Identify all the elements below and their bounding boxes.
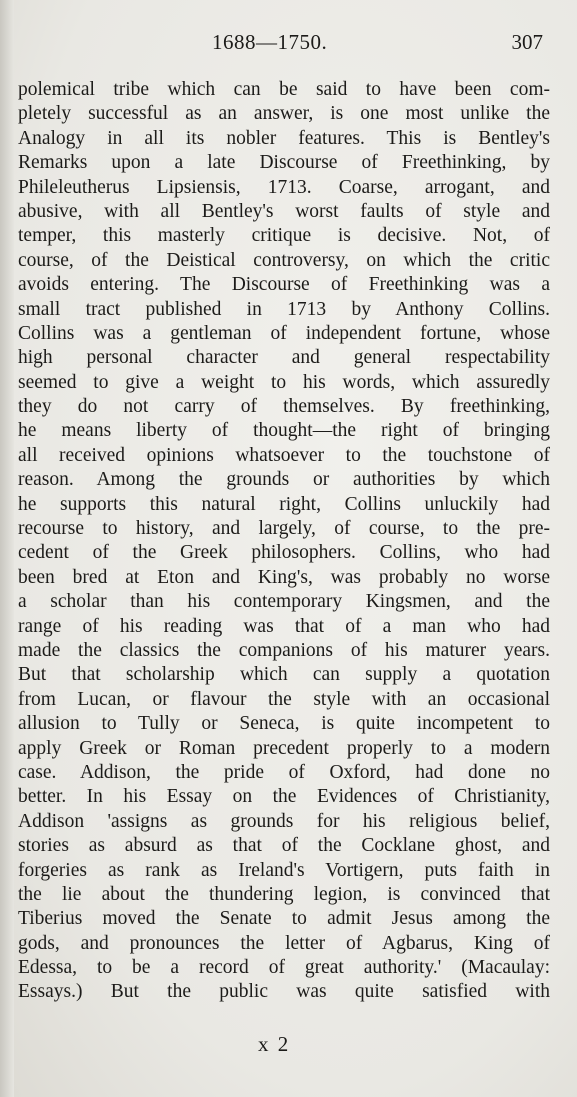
text-line: he means liberty of thought—the right of bringing [18, 420, 550, 442]
header-years: 1688—1750. [212, 30, 328, 54]
text-line: forgeries as rank as Ireland's Vortigern, puts faith in [18, 859, 550, 881]
text-line: course, of the Deistical controversy, on which the critic [18, 249, 550, 271]
text-line: better. In his Essay on the Evidences of Christianity, [18, 786, 550, 808]
text-line: Remarks upon a late Discourse of Freethinking, by [18, 152, 550, 174]
text-line: Essays.) But the public was quite satisfied with [18, 981, 550, 1003]
text-line: pletely successful as an answer, is one most unlike the [18, 103, 550, 125]
text-line: been bred at Eton and King's, was probably no worse [18, 566, 550, 588]
text-line: all received opinions whatsoever to the touchstone of [18, 444, 550, 466]
text-line: Edessa, to be a record of great authority.' (Macaulay: [18, 957, 550, 979]
text-line: polemical tribe which can be said to have been com- [18, 79, 550, 100]
text-line: they do not carry of themselves. By freethinking, [18, 396, 550, 418]
text-line: high personal character and general respectability [18, 347, 550, 369]
text-line: Addison 'assigns as grounds for his religious belief, [18, 810, 550, 832]
text-line: Phileleutherus Lipsiensis, 1713. Coarse, arrogant, and [18, 176, 550, 198]
body-text [18, 78, 550, 1005]
text-line: case. Addison, the pride of Oxford, had done no [18, 761, 550, 783]
text-line: abusive, with all Bentley's worst faults of style and [18, 200, 550, 222]
text-line: small tract published in 1713 by Anthony Collins. [18, 298, 550, 320]
text-line: cedent of the Greek philosophers. Collins, who had [18, 542, 550, 564]
text-line: allusion to Tully or Seneca, is quite incompetent to [18, 713, 550, 735]
text-line: apply Greek or Roman precedent properly to a modern [18, 737, 550, 759]
page-gutter-shadow [0, 0, 14, 1097]
signature-mark: x 2 [258, 1032, 291, 1056]
text-line: But that scholarship which can supply a quotation [18, 664, 550, 686]
text-line: avoids entering. The Discourse of Freethinking was a [18, 274, 550, 296]
text-line: Tiberius moved the Senate to admit Jesus among the [18, 908, 550, 930]
text-line: the lie about the thundering legion, is convinced that [18, 883, 550, 905]
text-line: gods, and pronounces the letter of Agbarus, King of [18, 932, 550, 954]
text-line: temper, this masterly critique is decisive. Not, of [18, 225, 550, 247]
text-line: from Lucan, or flavour the style with an occasional [18, 688, 550, 710]
text-line: Analogy in all its nobler features. This is Bentley's [18, 127, 550, 149]
text-line: stories as absurd as that of the Cocklane ghost, and [18, 835, 550, 857]
text-line: range of his reading was that of a man who had [18, 615, 550, 637]
text-line: seemed to give a weight to his words, which assuredly [18, 371, 550, 393]
text-line: reason. Among the grounds or authorities by which [18, 469, 550, 491]
text-line: Collins was a gentleman of independent fortune, whose [18, 322, 550, 344]
text-line: made the classics the companions of his maturer years. [18, 639, 550, 661]
running-header [0, 30, 577, 60]
text-line: a scholar than his contemporary Kingsmen, and the [18, 591, 550, 613]
page-number: 307 [511, 30, 543, 54]
text-line: recourse to history, and largely, of course, to the pre- [18, 518, 550, 540]
text-line: he supports this natural right, Collins unluckily had [18, 493, 550, 515]
